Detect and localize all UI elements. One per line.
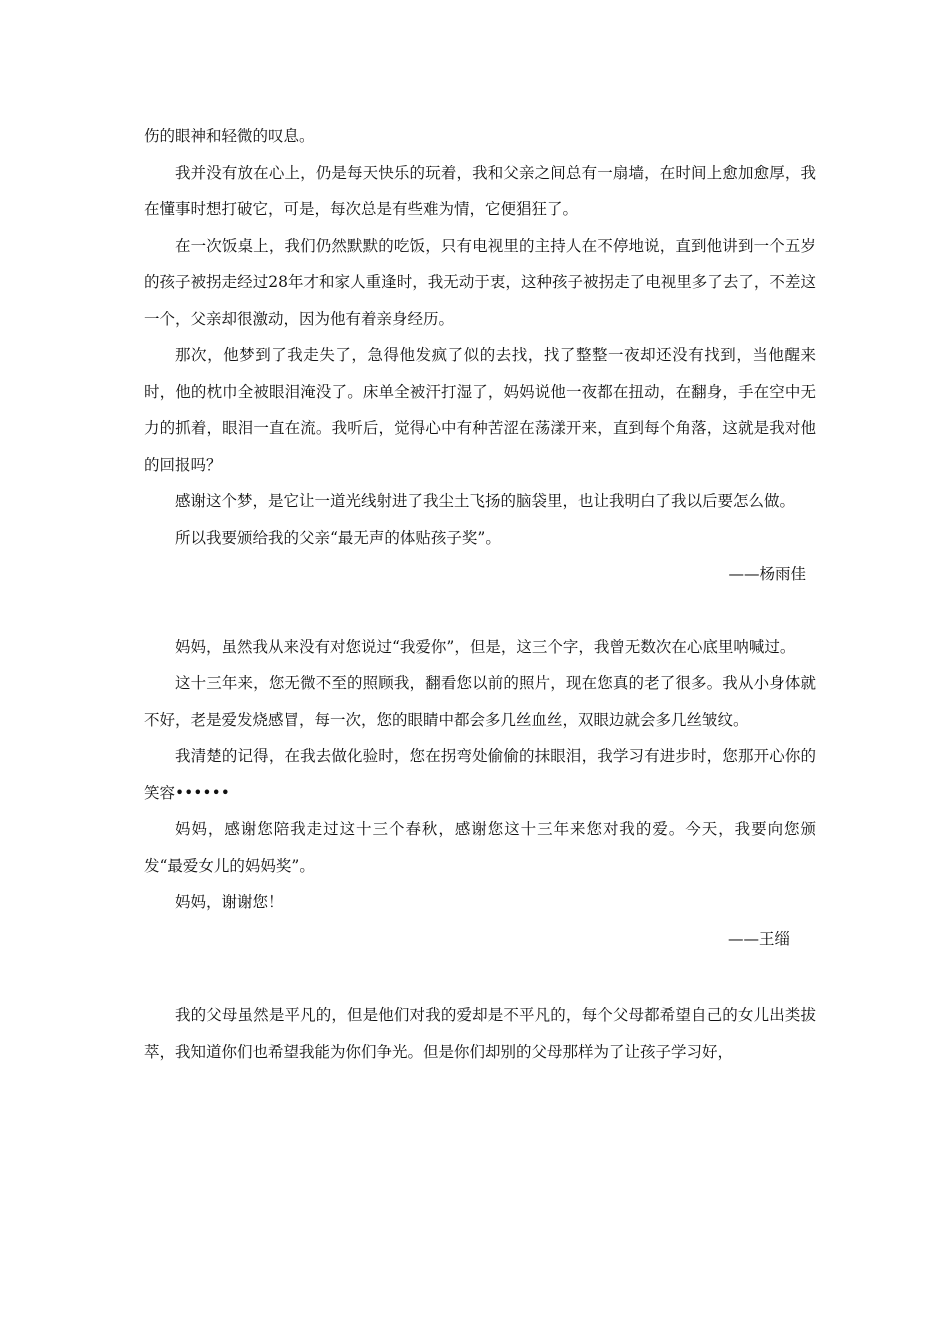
paragraph: 我清楚的记得，在我去做化验时，您在拐弯处偷偷的抹眼泪，我学习有进步时，您那开心你的笑容•••••• (144, 747, 816, 802)
section-gap (144, 957, 816, 997)
paragraph: 那次，他梦到了我走失了，急得他发疯了似的去找，找了整整一夜却还没有找到，当他醒来时，他的枕巾全被眼泪淹没了。床单全被汗打湿了，妈妈说他一夜都在扭动，在翻身，手在空中无力的抓着，眼泪一直在流。我听后，觉得心中有种苦涩在荡漾开来，直到每个角落，这就是我对他的回报吗？ (144, 346, 816, 474)
paragraph: 所以我要颁给我的父亲“最无声的体贴孩子奖”。 (175, 528, 501, 547)
paragraph: 妈妈，虽然我从来没有对您说过“我爱你”，但是，这三个字，我曾无数次在心底里呐喊过。 (175, 637, 796, 656)
paragraph: 感谢这个梦，是它让一道光线射进了我尘土飞扬的脑袋里，也让我明白了我以后要怎么做。 (175, 492, 796, 510)
paragraph: 这十三年来，您无微不至的照顾我，翻看您以前的照片，现在您真的老了很多。我从小身体就不好，老是爱发烧感冒，每一次，您的眼睛中都会多几丝血丝，双眼边就会多几丝皱纹。 (144, 674, 816, 729)
author-signature: ——王缁 (727, 929, 790, 948)
paragraph: 在一次饭桌上，我们仍然默默的吃饭，只有电视里的主持人在不停地说，直到他讲到一个五岁的孩子被拐走经过28年才和家人重逢时，我无动于衷，这种孩子被拐走了电视里多了去了，不差这一个，父亲却很激动，因为他有着亲身经历。 (144, 236, 816, 328)
document-body (144, 118, 816, 1070)
paragraph: 伤的眼神和轻微的叹息。 (144, 127, 315, 145)
paragraph: 妈妈，感谢您陪我走过这十三个春秋，感谢您这十三年来您对我的爱。今天，我要向您颁发“最爱女儿的妈妈奖”。 (144, 820, 816, 875)
paragraph: 我的父母虽然是平凡的，但是他们对我的爱却是不平凡的，每个父母都希望自己的女儿出类拔萃，我知道你们也希望我能为你们争光。但是你们却别的父母那样为了让孩子学习好， (144, 1006, 816, 1061)
author-signature: ——杨雨佳 (728, 565, 806, 583)
paragraph: 妈妈，谢谢您！ (175, 893, 284, 911)
paragraph: 我并没有放在心上，仍是每天快乐的玩着，我和父亲之间总有一扇墙，在时间上愈加愈厚，我在懂事时想打破它，可是，每次总是有些难为情，它便猖狂了。 (144, 163, 816, 218)
section-gap (144, 593, 816, 629)
